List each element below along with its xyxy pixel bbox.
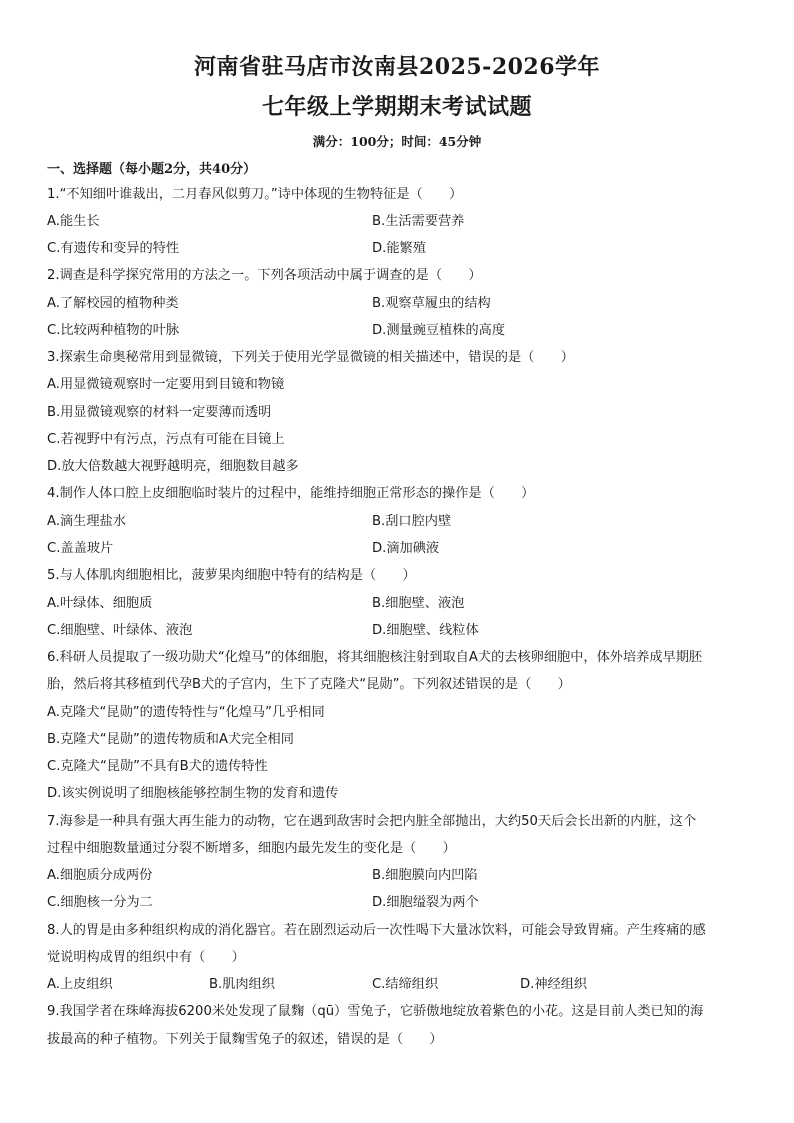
option: D.细胞缢裂为两个 <box>372 895 479 910</box>
option: D.能繁殖 <box>372 241 426 256</box>
exam-title-line2: 七年级上学期期末考试试题 <box>261 94 532 120</box>
question-stem-continued: 胎，然后将其移植到代孕B犬的子宫内，生下了克隆犬“昆勋”。下列叙述错误的是（ ） <box>47 677 571 692</box>
question-stem: 4.制作人体口腔上皮细胞临时装片的过程中，能维持细胞正常形态的操作是（ ） <box>47 486 535 501</box>
question-stem: 8.人的胃是由多种组织构成的消化器官。若在剧烈运动后一次性喝下大量冰饮料，可能会导致胃痛。产生疼痛的感 <box>47 923 706 938</box>
option: A.用显微镜观察时一定要用到目镜和物镜 <box>47 377 285 392</box>
option: D.细胞壁、线粒体 <box>372 623 479 638</box>
option: C.盖盖玻片 <box>47 541 114 556</box>
option: B.用显微镜观察的材料一定要薄而透明 <box>47 405 272 420</box>
exam-title-line1: 河南省驻马店市汝南县2025-2026学年 <box>193 54 601 80</box>
option: A.细胞质分成两份 <box>47 868 153 883</box>
option: A.克隆犬“昆勋”的遗传特性与“化煌马”几乎相同 <box>47 705 325 720</box>
option: D.神经组织 <box>520 977 588 992</box>
question-stem: 6.科研人员提取了一级功勋犬“化煌马”的体细胞，将其细胞核注射到取自A犬的去核卵细胞中，体外培养成早期胚 <box>47 650 703 665</box>
question-stem: 9.我国学者在珠峰海拔6200米处发现了鼠麴（qū）雪兔子，它骄傲地绽放着紫色的小花。这是目前人类已知的海 <box>47 1004 704 1019</box>
option: B.细胞壁、液泡 <box>372 596 465 611</box>
option: C.有遗传和变异的特性 <box>47 241 180 256</box>
option: A.叶绿体、细胞质 <box>47 596 153 611</box>
question-stem-continued: 过程中细胞数量通过分裂不断增多，细胞内最先发生的变化是（ ） <box>47 841 456 856</box>
question-stem: 5.与人体肌肉细胞相比，菠萝果肉细胞中特有的结构是（ ） <box>47 568 416 583</box>
option: A.了解校园的植物种类 <box>47 296 179 311</box>
question-stem-continued: 拔最高的种子植物。下列关于鼠麴雪兔子的叙述，错误的是（ ） <box>47 1032 443 1047</box>
option: C.克隆犬“昆勋”不具有B犬的遗传特性 <box>47 759 268 774</box>
option: B.观察草履虫的结构 <box>372 296 491 311</box>
option: B.肌肉组织 <box>209 977 275 992</box>
option: B.克隆犬“昆勋”的遗传物质和A犬完全相同 <box>47 732 294 747</box>
option: B.生活需要营养 <box>372 214 465 229</box>
question-stem: 2.调查是科学探究常用的方法之一。下列各项活动中属于调查的是（ ） <box>47 268 482 283</box>
option: D.放大倍数越大视野越明亮，细胞数目越多 <box>47 459 299 474</box>
option: A.滴生理盐水 <box>47 514 126 529</box>
question-stem: 7.海参是一种具有强大再生能力的动物，它在遇到敌害时会把内脏全部抛出，大约50天后会长出新的内脏，这个 <box>47 814 697 829</box>
option: A.能生长 <box>47 214 100 229</box>
exam-meta: 满分：100分；时间：45分钟 <box>312 134 482 149</box>
option: B.细胞膜向内凹陷 <box>372 868 478 883</box>
option: D.滴加碘液 <box>372 541 440 556</box>
question-stem-continued: 觉说明构成胃的组织中有（ ） <box>47 950 245 965</box>
option: C.若视野中有污点，污点有可能在目镜上 <box>47 432 285 447</box>
question-stem: 1.“不知细叶谁裁出，二月春风似剪刀。”诗中体现的生物特征是（ ） <box>47 187 463 202</box>
option: C.比较两种植物的叶脉 <box>47 323 180 338</box>
option: D.测量豌豆植株的高度 <box>372 323 506 338</box>
option: C.细胞核一分为二 <box>47 895 153 910</box>
option: B.刮口腔内壁 <box>372 514 452 529</box>
question-stem: 3.探索生命奥秘常用到显微镜，下列关于使用光学显微镜的相关描述中，错误的是（ ） <box>47 350 574 365</box>
option: A.上皮组织 <box>47 977 113 992</box>
option: C.细胞壁、叶绿体、液泡 <box>47 623 193 638</box>
option: C.结缔组织 <box>372 977 439 992</box>
option: D.该实例说明了细胞核能够控制生物的发育和遗传 <box>47 786 339 801</box>
section-heading: 一、选择题（每小题2分，共40分） <box>47 162 257 177</box>
